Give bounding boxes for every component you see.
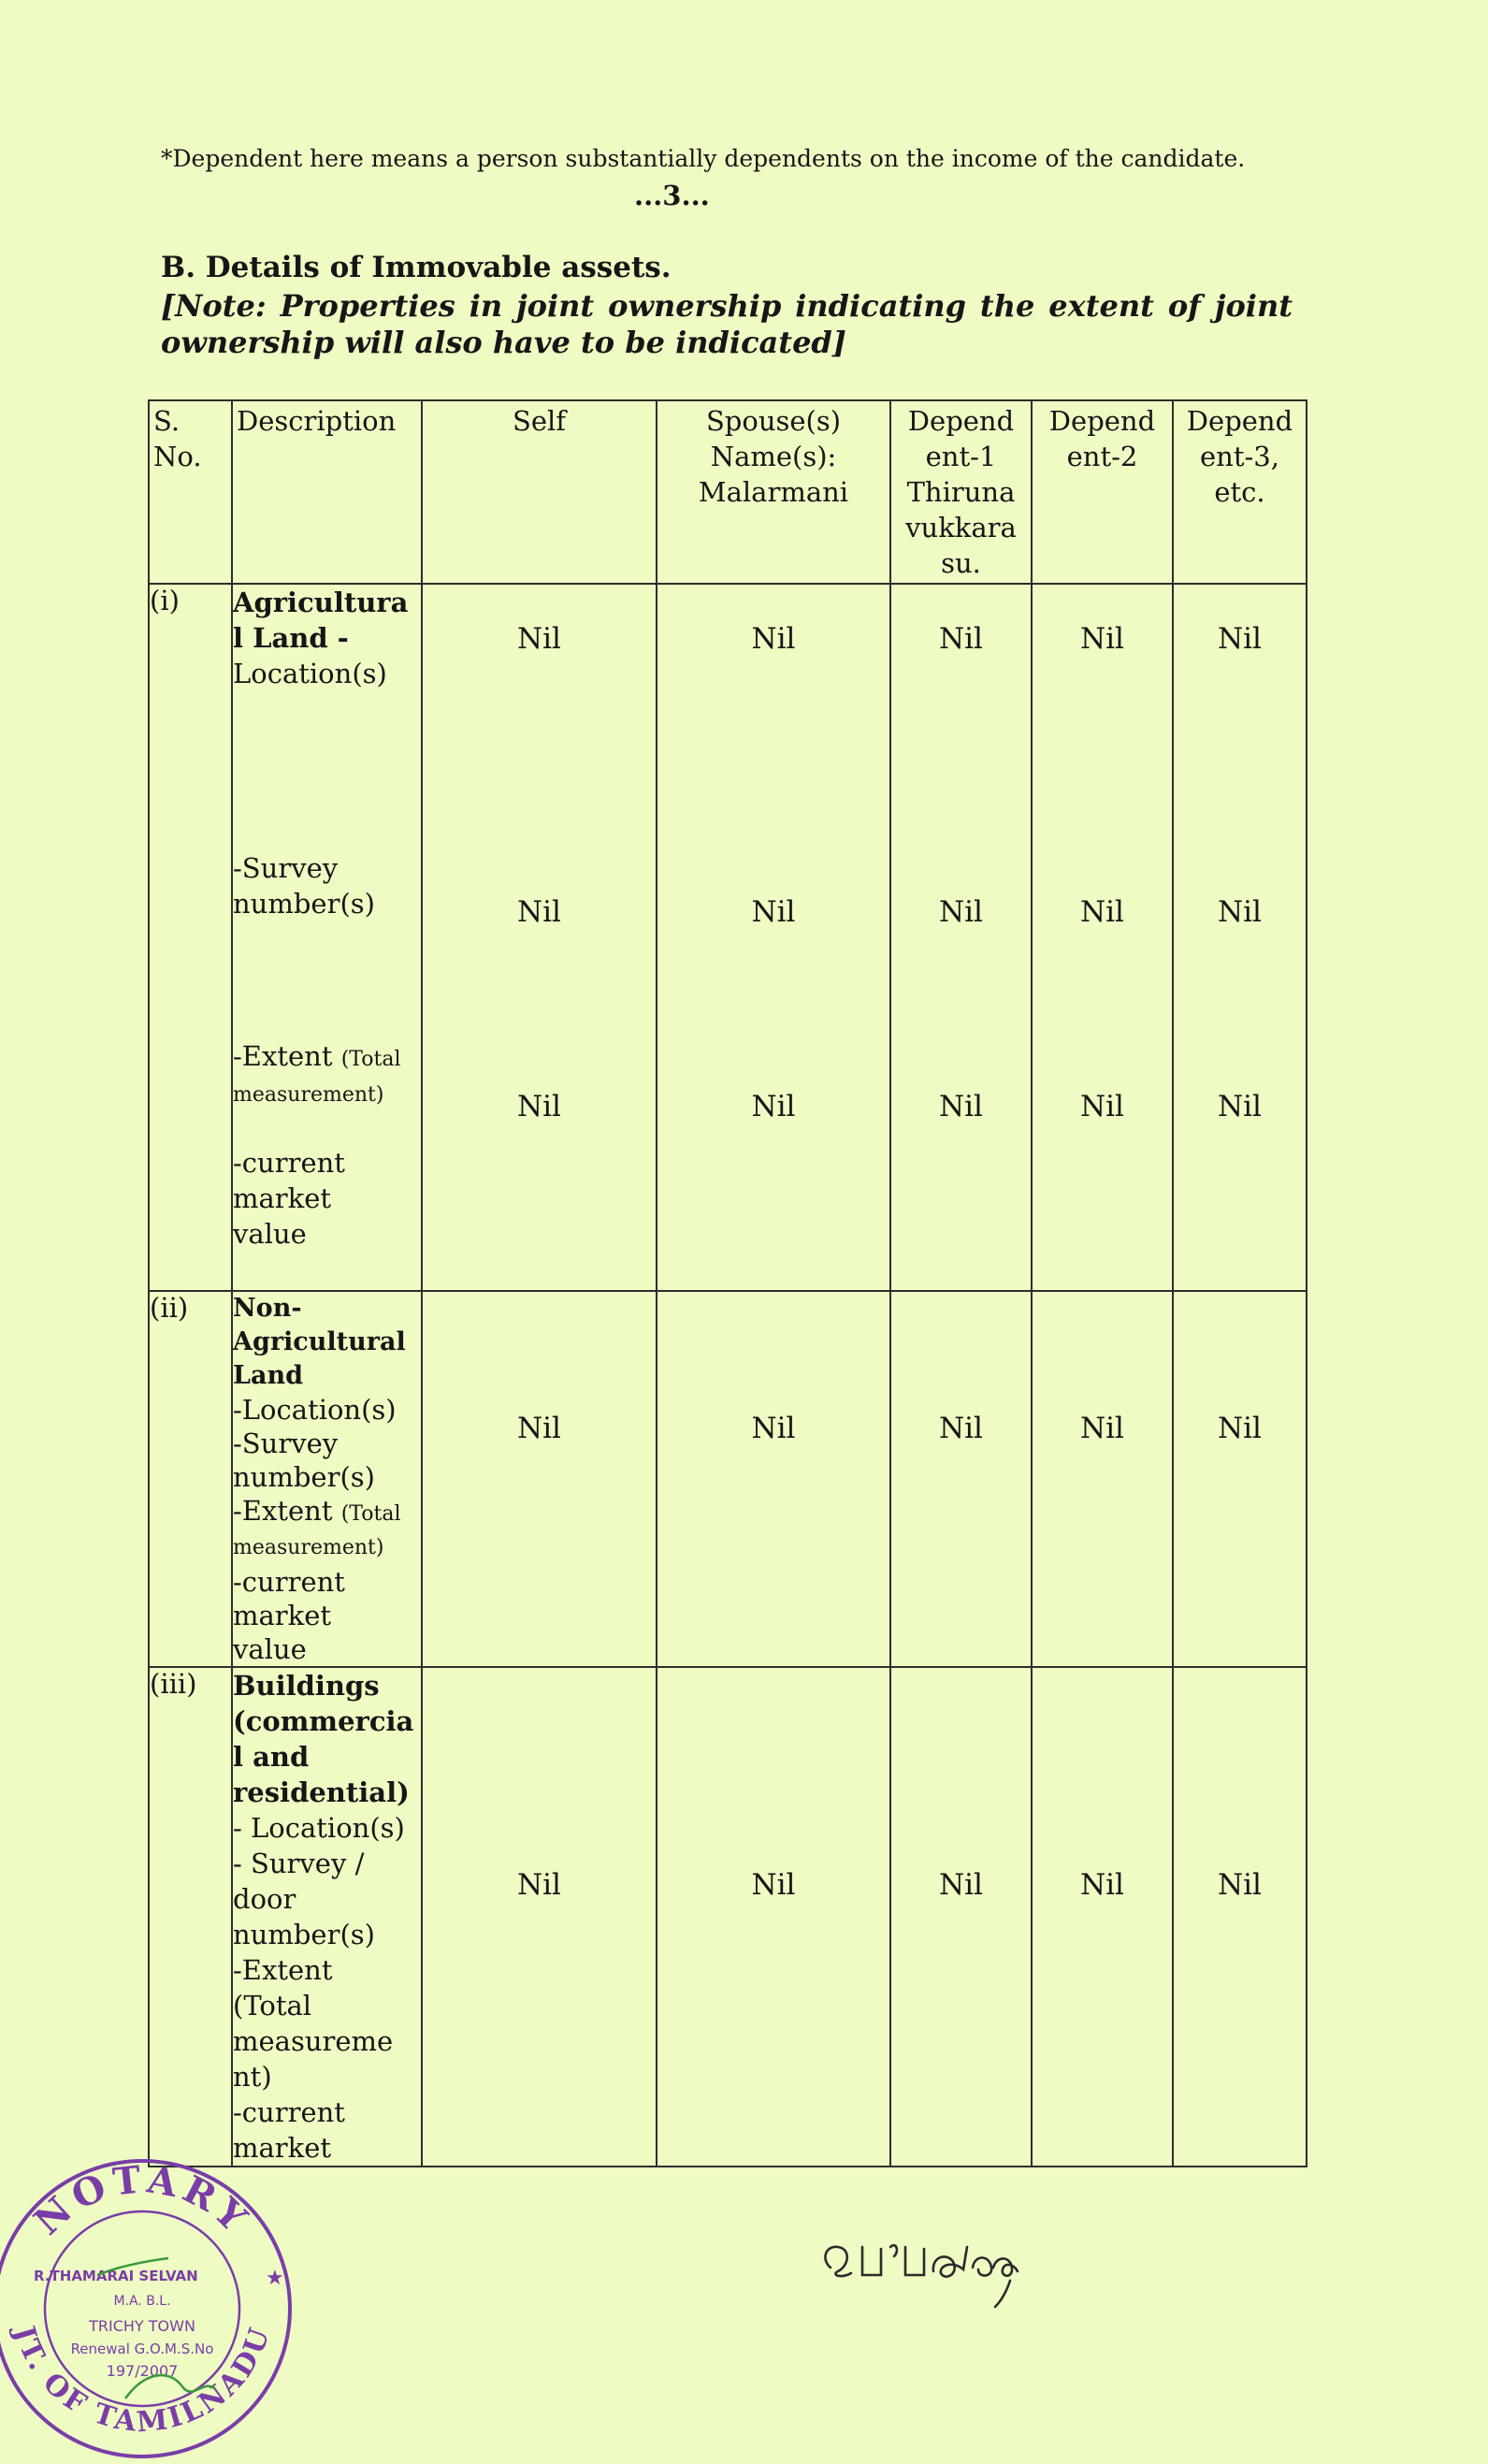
row-sno: (iii) xyxy=(149,1667,232,2167)
immovable-assets-table xyxy=(148,399,1307,2167)
stamp-degree: M.A. B.L. xyxy=(113,2294,171,2309)
cell-spouse: Nil xyxy=(657,1291,890,1667)
header-spouse: Spouse(s) Name(s): Malarmani xyxy=(657,400,890,584)
page-marker: ...3... xyxy=(634,180,710,211)
cell-self: Nil xyxy=(422,1291,657,1667)
stamp-renewal: Renewal G.O.M.S.No xyxy=(70,2341,214,2357)
cell-dependent-3: Nil xyxy=(1173,1667,1307,2167)
stamp-bottom-text: JT. OF TAMILNADU xyxy=(7,2321,278,2440)
cell-dependent-3: Nil xyxy=(1173,1291,1307,1667)
cell-dependent-1: Nil xyxy=(890,1291,1032,1667)
cell-dependent-2: Nil xyxy=(1032,1291,1173,1667)
header-dependent-2: Depend ent-2 xyxy=(1032,400,1173,584)
candidate-signature xyxy=(814,2219,1038,2312)
star-icon: ★ xyxy=(266,2267,284,2290)
table-header-row xyxy=(149,400,1307,584)
stamp-number: 197/2007 xyxy=(106,2362,179,2380)
header-sno: S. No. xyxy=(149,400,232,584)
cell-self: Nil xyxy=(422,1667,657,2167)
cell-spouse: Nil Nil Nil xyxy=(657,584,890,1291)
header-description: Description xyxy=(232,400,422,584)
cell-dependent-1: Nil Nil Nil xyxy=(890,584,1032,1291)
stamp-top-text: NOTARY xyxy=(25,2157,259,2244)
cell-dependent-1: Nil xyxy=(890,1667,1032,2167)
cell-self: Nil Nil Nil xyxy=(422,584,657,1291)
cell-spouse: Nil xyxy=(657,1667,890,2167)
stamp-name: R.THAMARAI SELVAN xyxy=(34,2268,198,2284)
row-sno: (i) xyxy=(149,584,232,1291)
table-row-buildings xyxy=(149,1667,1307,2167)
table-row-agricultural-land xyxy=(149,584,1307,1291)
cell-dependent-3: Nil Nil Nil xyxy=(1173,584,1307,1291)
header-self: Self xyxy=(422,400,657,584)
section-title: B. Details of Immovable assets. xyxy=(161,251,672,284)
cell-dependent-2: Nil xyxy=(1032,1667,1173,2167)
svg-text:NOTARY xyxy=(25,2157,258,2244)
row-sno: (ii) xyxy=(149,1291,232,1667)
table-row-non-agricultural-land xyxy=(149,1291,1307,1667)
row-description: Buildings (commercia l and residential) - Location(s) - Survey / door number(s) -Extent (Total measureme nt) -current market xyxy=(232,1667,422,2167)
cell-dependent-2: Nil Nil Nil xyxy=(1032,584,1173,1291)
notary-stamp xyxy=(0,2144,299,2458)
dependent-footnote: *Dependent here means a person substantially dependents on the income of the candidate. xyxy=(161,145,1246,172)
section-note: [Note: Properties in joint ownership indicating the extent of joint ownership will also have to be indicated] xyxy=(161,288,1293,360)
stamp-place: TRICHY TOWN xyxy=(89,2317,195,2335)
header-dependent-3: Depend ent-3, etc. xyxy=(1173,400,1307,584)
row-description: Non- Agricultural Land -Location(s) -Survey number(s) -Extent (Total measurement) -current market value xyxy=(232,1291,422,1667)
header-dependent-1: Depend ent-1 Thiruna vukkara su. xyxy=(890,400,1032,584)
row-description: Agricultura l Land - Location(s) -Survey number(s) -Extent (Total measurement) -current market value xyxy=(232,584,422,1291)
